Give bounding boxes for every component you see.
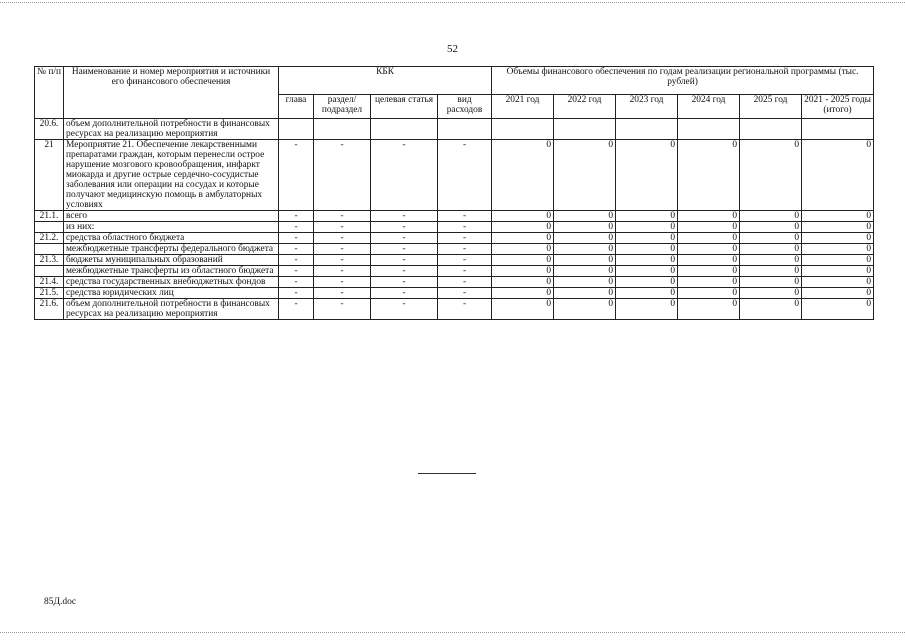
row-name: средства государственных внебюджетных фондов bbox=[64, 277, 279, 288]
row-kbk-code: - bbox=[279, 288, 314, 299]
row-kbk-code: - bbox=[371, 244, 438, 255]
row-value: 0 bbox=[740, 277, 802, 288]
header-year-2024: 2024 год bbox=[678, 95, 740, 119]
row-value: 0 bbox=[678, 222, 740, 233]
scan-edge-top bbox=[0, 2, 905, 3]
row-index bbox=[35, 244, 64, 255]
row-value: 0 bbox=[554, 299, 616, 320]
row-value: 0 bbox=[554, 140, 616, 211]
row-kbk-code bbox=[438, 119, 492, 140]
row-value: 0 bbox=[802, 299, 874, 320]
row-value: 0 bbox=[802, 222, 874, 233]
row-value: 0 bbox=[616, 140, 678, 211]
header-year-2022: 2022 год bbox=[554, 95, 616, 119]
header-kbk: КБК bbox=[279, 67, 492, 95]
row-value: 0 bbox=[678, 277, 740, 288]
header-kbk-target: целевая статья bbox=[371, 95, 438, 119]
row-value: 0 bbox=[740, 140, 802, 211]
row-value: 0 bbox=[740, 244, 802, 255]
row-index bbox=[35, 266, 64, 277]
row-value: 0 bbox=[678, 244, 740, 255]
row-kbk-code: - bbox=[279, 140, 314, 211]
page-number: 52 bbox=[447, 43, 458, 55]
row-value: 0 bbox=[616, 266, 678, 277]
row-value bbox=[740, 119, 802, 140]
row-value: 0 bbox=[740, 233, 802, 244]
row-kbk-code: - bbox=[371, 140, 438, 211]
row-kbk-code: - bbox=[279, 222, 314, 233]
row-index bbox=[35, 222, 64, 233]
row-value bbox=[554, 119, 616, 140]
row-value: 0 bbox=[554, 277, 616, 288]
table-row bbox=[35, 299, 874, 320]
scan-edge-bottom bbox=[0, 632, 905, 633]
row-value: 0 bbox=[802, 244, 874, 255]
row-kbk-code: - bbox=[314, 233, 371, 244]
row-kbk-code: - bbox=[314, 299, 371, 320]
row-value: 0 bbox=[492, 244, 554, 255]
row-value: 0 bbox=[554, 233, 616, 244]
row-value: 0 bbox=[554, 266, 616, 277]
row-kbk-code bbox=[371, 119, 438, 140]
row-kbk-code bbox=[279, 119, 314, 140]
row-kbk-code: - bbox=[371, 266, 438, 277]
row-name: межбюджетные трансферты из областного бюджета bbox=[64, 266, 279, 277]
header-volumes: Объемы финансового обеспечения по годам реализации региональной программы (тыс. рублей) bbox=[492, 67, 874, 95]
row-value: 0 bbox=[678, 233, 740, 244]
row-value: 0 bbox=[802, 255, 874, 266]
row-value: 0 bbox=[802, 233, 874, 244]
end-divider bbox=[418, 473, 476, 474]
row-value: 0 bbox=[554, 244, 616, 255]
footer-filename: 85Д.doc bbox=[44, 597, 77, 607]
row-value: 0 bbox=[802, 266, 874, 277]
table-row bbox=[35, 140, 874, 211]
financing-table bbox=[34, 66, 874, 320]
row-kbk-code: - bbox=[438, 244, 492, 255]
row-kbk-code: - bbox=[371, 255, 438, 266]
row-value: 0 bbox=[802, 288, 874, 299]
row-kbk-code: - bbox=[371, 211, 438, 222]
row-value: 0 bbox=[740, 299, 802, 320]
row-index: 21.3. bbox=[35, 255, 64, 266]
row-value: 0 bbox=[740, 255, 802, 266]
row-kbk-code: - bbox=[371, 233, 438, 244]
row-value bbox=[678, 119, 740, 140]
row-kbk-code: - bbox=[314, 211, 371, 222]
row-kbk-code: - bbox=[279, 255, 314, 266]
row-index: 21.1. bbox=[35, 211, 64, 222]
row-kbk-code: - bbox=[279, 299, 314, 320]
table-row bbox=[35, 244, 874, 255]
table-row bbox=[35, 266, 874, 277]
table-row bbox=[35, 277, 874, 288]
row-value bbox=[492, 119, 554, 140]
header-kbk-chapter: глава bbox=[279, 95, 314, 119]
row-value: 0 bbox=[616, 288, 678, 299]
row-name: объем дополнительной потребности в финансовых ресурсах на реализацию мероприятия bbox=[64, 119, 279, 140]
row-value: 0 bbox=[678, 255, 740, 266]
row-kbk-code: - bbox=[314, 140, 371, 211]
row-kbk-code: - bbox=[314, 266, 371, 277]
header-kbk-expense: вид расходов bbox=[438, 95, 492, 119]
row-kbk-code: - bbox=[279, 211, 314, 222]
row-value: 0 bbox=[678, 211, 740, 222]
row-kbk-code: - bbox=[314, 255, 371, 266]
header-year-2023: 2023 год bbox=[616, 95, 678, 119]
row-name: всего bbox=[64, 211, 279, 222]
row-kbk-code: - bbox=[279, 244, 314, 255]
row-value: 0 bbox=[740, 211, 802, 222]
row-value: 0 bbox=[492, 288, 554, 299]
row-kbk-code: - bbox=[314, 222, 371, 233]
row-value: 0 bbox=[492, 277, 554, 288]
table-body bbox=[35, 119, 874, 320]
row-kbk-code: - bbox=[279, 266, 314, 277]
row-name: средства областного бюджета bbox=[64, 233, 279, 244]
row-value: 0 bbox=[554, 222, 616, 233]
row-kbk-code: - bbox=[314, 288, 371, 299]
row-value: 0 bbox=[678, 140, 740, 211]
row-value: 0 bbox=[802, 277, 874, 288]
row-kbk-code: - bbox=[438, 233, 492, 244]
row-value: 0 bbox=[492, 222, 554, 233]
row-value: 0 bbox=[678, 288, 740, 299]
table-row bbox=[35, 255, 874, 266]
row-index: 21.5. bbox=[35, 288, 64, 299]
row-kbk-code: - bbox=[438, 140, 492, 211]
row-value: 0 bbox=[802, 140, 874, 211]
row-value: 0 bbox=[678, 266, 740, 277]
row-value: 0 bbox=[492, 211, 554, 222]
row-kbk-code: - bbox=[438, 266, 492, 277]
header-name: Наименование и номер мероприятия и источники его финансового обеспечения bbox=[64, 67, 279, 119]
table-row bbox=[35, 119, 874, 140]
row-value: 0 bbox=[802, 211, 874, 222]
header-num: № п/п bbox=[35, 67, 64, 119]
row-index: 21.2. bbox=[35, 233, 64, 244]
row-value: 0 bbox=[616, 255, 678, 266]
row-kbk-code: - bbox=[279, 277, 314, 288]
row-value: 0 bbox=[616, 222, 678, 233]
header-year-2021: 2021 год bbox=[492, 95, 554, 119]
row-index: 21.6. bbox=[35, 299, 64, 320]
row-index: 21.4. bbox=[35, 277, 64, 288]
row-value: 0 bbox=[492, 140, 554, 211]
row-name: бюджеты муниципальных образований bbox=[64, 255, 279, 266]
row-value bbox=[802, 119, 874, 140]
row-value: 0 bbox=[616, 211, 678, 222]
row-name: Мероприятие 21. Обеспечение лекарственными препаратами граждан, которым перенесли острое нарушение мозгового кровообращения, инфаркт миокарда и другие острые сердечно-сосудистые заболевания или операции на сосудах и которые получают медицинскую помощь в амбулаторных условиях bbox=[64, 140, 279, 211]
header-year-2025: 2025 год bbox=[740, 95, 802, 119]
row-kbk-code: - bbox=[371, 277, 438, 288]
row-value: 0 bbox=[492, 255, 554, 266]
row-kbk-code: - bbox=[438, 277, 492, 288]
row-value: 0 bbox=[616, 277, 678, 288]
row-kbk-code: - bbox=[314, 277, 371, 288]
row-value: 0 bbox=[492, 299, 554, 320]
table-header bbox=[35, 67, 874, 119]
row-value: 0 bbox=[616, 299, 678, 320]
row-kbk-code: - bbox=[438, 255, 492, 266]
row-value: 0 bbox=[616, 244, 678, 255]
row-kbk-code: - bbox=[371, 222, 438, 233]
row-value: 0 bbox=[740, 222, 802, 233]
row-value: 0 bbox=[492, 233, 554, 244]
row-kbk-code: - bbox=[438, 211, 492, 222]
row-value: 0 bbox=[740, 288, 802, 299]
row-name: межбюджетные трансферты федерального бюджета bbox=[64, 244, 279, 255]
row-value bbox=[616, 119, 678, 140]
row-value: 0 bbox=[740, 266, 802, 277]
row-index: 20.6. bbox=[35, 119, 64, 140]
row-name: объем дополнительной потребности в финансовых ресурсах на реализацию мероприятия bbox=[64, 299, 279, 320]
row-value: 0 bbox=[616, 233, 678, 244]
row-kbk-code: - bbox=[371, 288, 438, 299]
row-name: из них: bbox=[64, 222, 279, 233]
row-index: 21 bbox=[35, 140, 64, 211]
row-value: 0 bbox=[554, 211, 616, 222]
header-year-total: 2021 - 2025 годы (итого) bbox=[802, 95, 874, 119]
table-row bbox=[35, 288, 874, 299]
row-value: 0 bbox=[554, 255, 616, 266]
row-kbk-code bbox=[314, 119, 371, 140]
row-kbk-code: - bbox=[371, 299, 438, 320]
row-value: 0 bbox=[554, 288, 616, 299]
table-row bbox=[35, 233, 874, 244]
table-row bbox=[35, 211, 874, 222]
row-kbk-code: - bbox=[314, 244, 371, 255]
row-value: 0 bbox=[678, 299, 740, 320]
row-kbk-code: - bbox=[438, 222, 492, 233]
row-name: средства юридических лиц bbox=[64, 288, 279, 299]
header-kbk-section: раздел/ подраздел bbox=[314, 95, 371, 119]
row-value: 0 bbox=[492, 266, 554, 277]
row-kbk-code: - bbox=[279, 233, 314, 244]
row-kbk-code: - bbox=[438, 288, 492, 299]
table-row bbox=[35, 222, 874, 233]
row-kbk-code: - bbox=[438, 299, 492, 320]
